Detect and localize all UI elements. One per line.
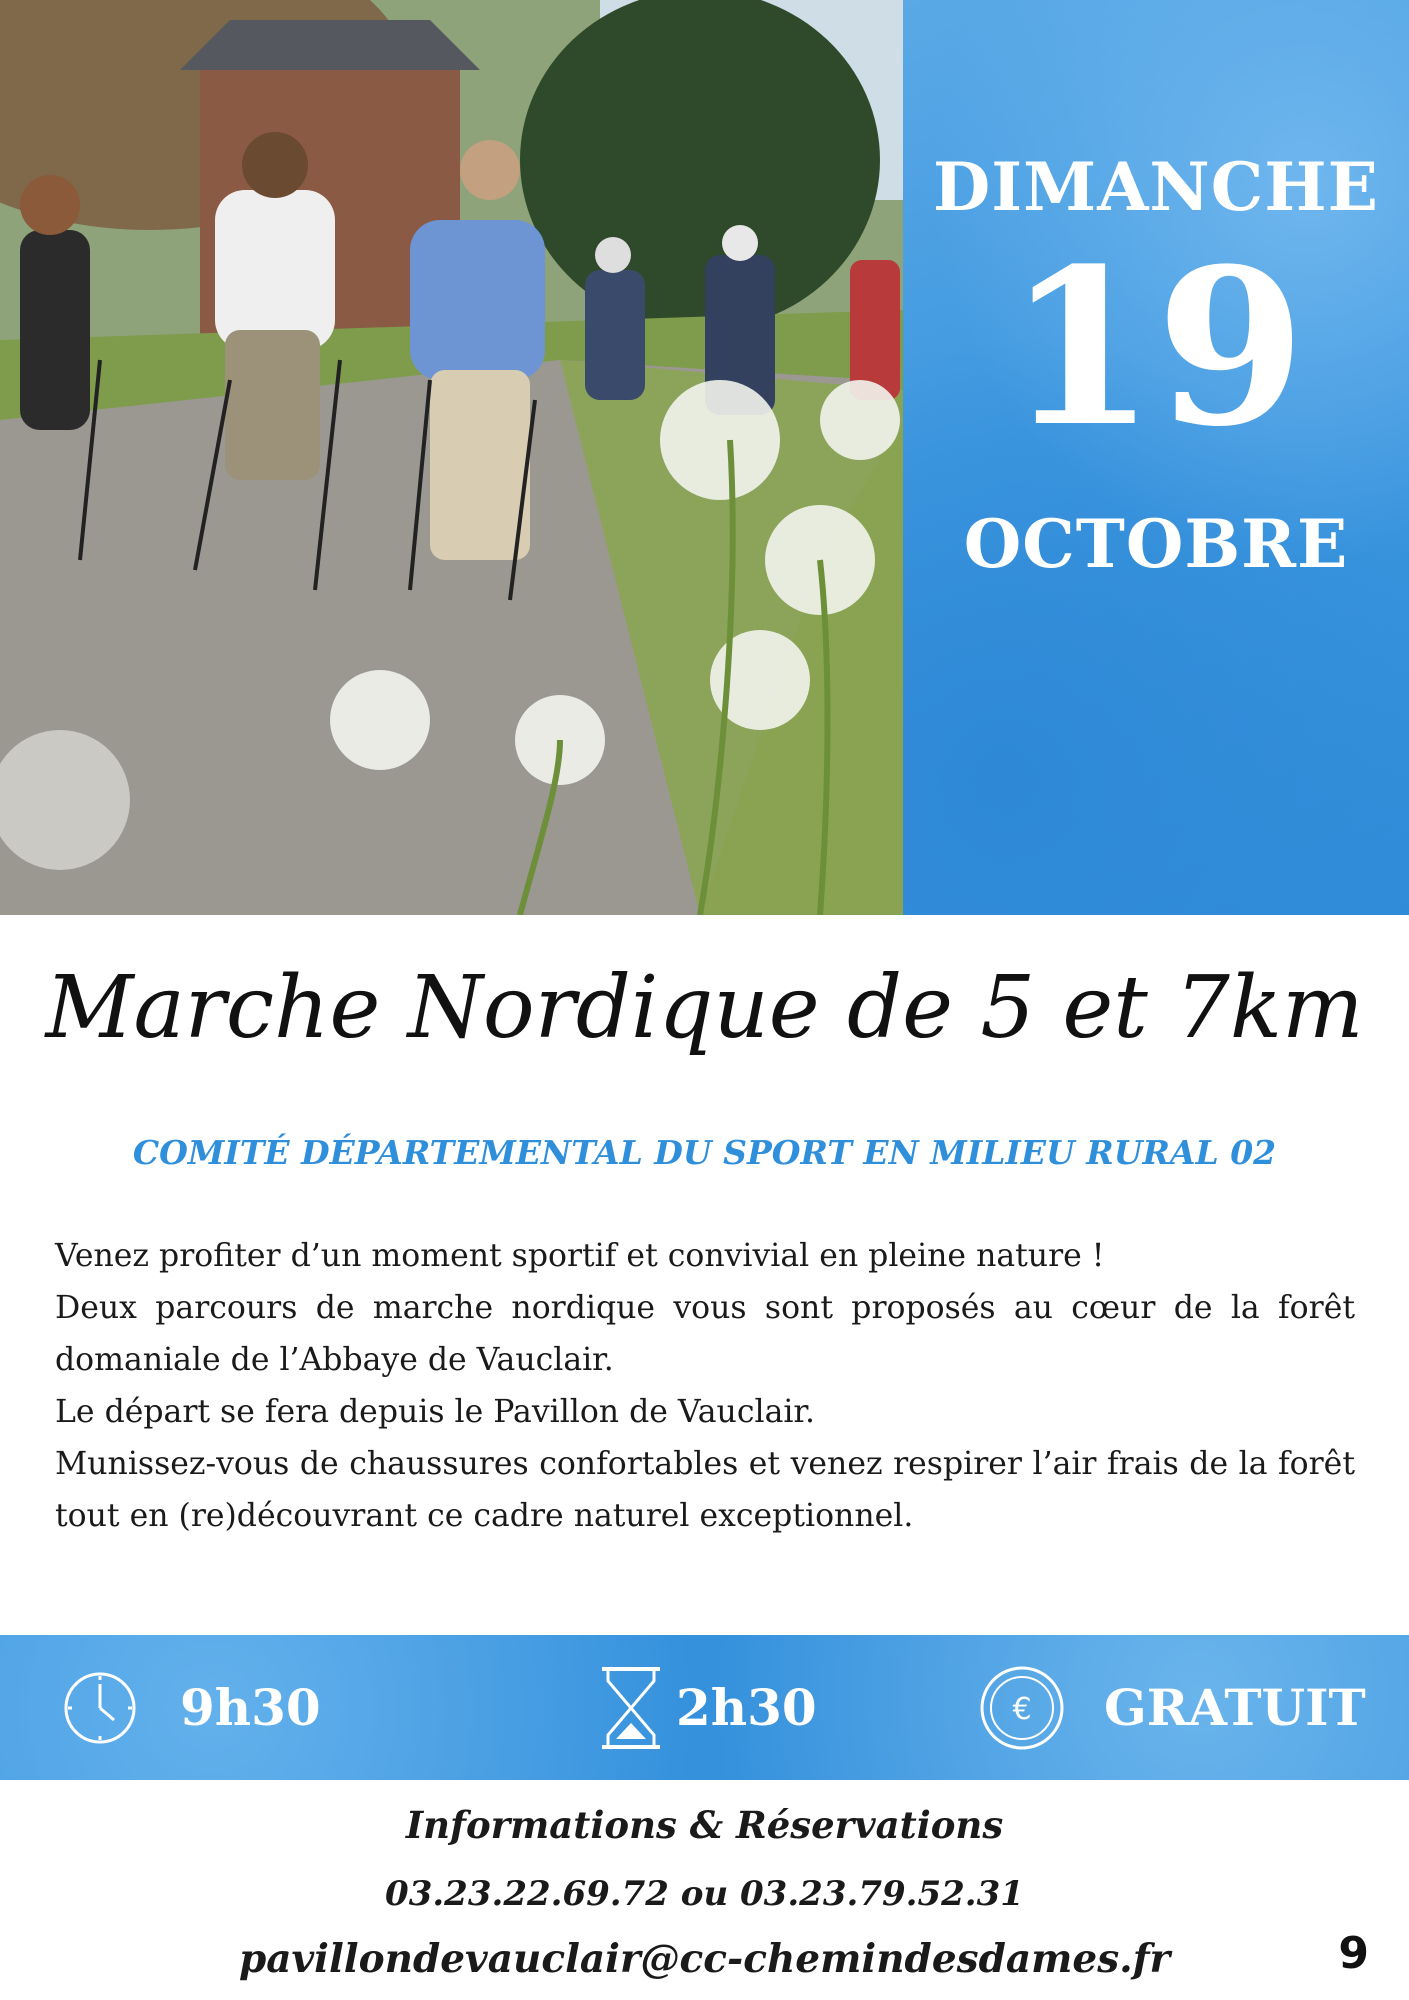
description	[55, 1230, 1355, 1542]
event-title: Marche Nordique de 5 et 7km	[45, 958, 1364, 1058]
organizer: COMITÉ DÉPARTEMENTAL DU SPORT EN MILIEU RURAL 02	[132, 1133, 1277, 1172]
phone-numbers[interactable]: 03.23.22.69.72 ou 03.23.79.52.31	[385, 1874, 1024, 1914]
price-label: GRATUIT	[1104, 1678, 1366, 1737]
svg-text:€: €	[1012, 1691, 1032, 1727]
euro-coin-icon	[978, 1664, 1066, 1752]
description-line: Munissez-vous de chaussures confortables et venez respirer l’air frais de la forêt tout en (re)découvrant ce cadre naturel exceptionnel.	[55, 1446, 1355, 1534]
day-number: 19	[1006, 221, 1306, 474]
day-name: DIMANCHE	[933, 148, 1379, 226]
start-time-label: 9h30	[180, 1678, 321, 1737]
description-line: Le départ se fera depuis le Pavillon de Vauclair.	[55, 1394, 816, 1430]
date-panel	[903, 0, 1409, 915]
price	[978, 1635, 1366, 1780]
clock-icon	[62, 1670, 138, 1746]
description-line: Deux parcours de marche nordique vous sont proposés au cœur de la forêt domaniale de l’Abbaye de Vauclair.	[55, 1290, 1355, 1378]
month: OCTOBRE	[963, 505, 1349, 583]
hourglass-icon	[598, 1665, 664, 1751]
email-address[interactable]: pavillondevauclair@cc-chemindesdames.fr	[238, 1936, 1171, 1982]
info-heading: Informations & Réservations	[405, 1803, 1004, 1847]
hikers-photo	[0, 0, 903, 915]
start-time	[62, 1635, 321, 1780]
duration	[598, 1635, 817, 1780]
page-number: 9	[1338, 1928, 1369, 1979]
description-line: Venez profiter d’un moment sportif et convivial en pleine nature !	[55, 1238, 1105, 1274]
duration-label: 2h30	[676, 1678, 817, 1737]
info-band	[0, 1635, 1409, 1780]
